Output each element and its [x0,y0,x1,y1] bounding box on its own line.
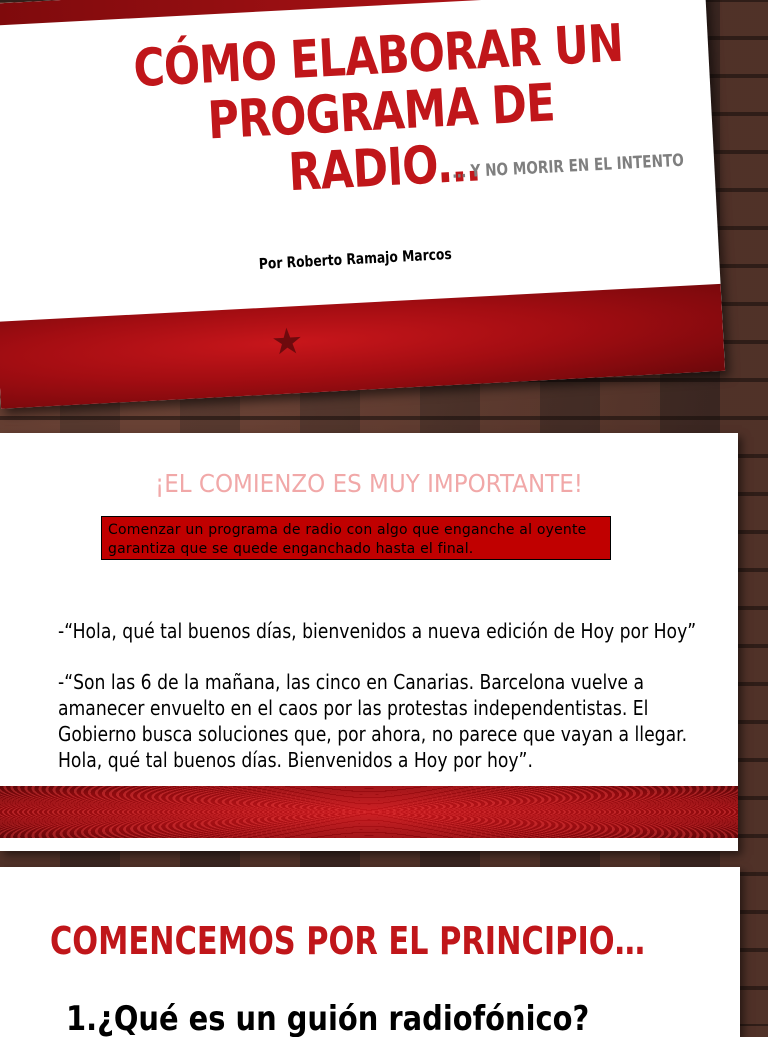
intro-slide [0,433,738,851]
quote-paragraph-2: -“Son las 6 de la mañana, las cinco en Canarias. Barcelona vuelve a amanecer envuelto en el caos por las protestas independentistas. El Gobierno busca soluciones que, por ahora, no parece que vayan a llegar. Hola, qué tal buenos días. Bienvenidos a Hoy por hoy”. [58,670,688,772]
title-slide [0,0,725,409]
presentation-subtitle: … Y NO MORIR EN EL INTENTO [452,150,685,183]
red-footer-band [0,284,725,409]
quote-paragraph-1: -“Hola, qué tal buenos días, bienvenidos a nueva edición de Hoy por Hoy” [58,619,697,643]
callout-box: Comenzar un programa de radio con algo que enganche al oyente garantiza que se quede enganchado hasta el final. [101,516,611,560]
list-item: 1.¿Qué es un guión radiofónico? [66,999,590,1037]
red-pattern-band [0,786,738,838]
slide-heading: ¡EL COMIENZO ES MUY IMPORTANTE! [155,469,583,498]
author-line: Por Roberto Ramajo Marcos [258,244,453,273]
presentation-title: CÓMO ELABORAR UN PROGRAMA DE RADIO… [132,13,625,204]
star-icon: ★ [269,319,305,363]
principle-slide [0,867,740,1037]
slide-heading: COMENCEMOS POR EL PRINCIPIO… [50,919,645,963]
